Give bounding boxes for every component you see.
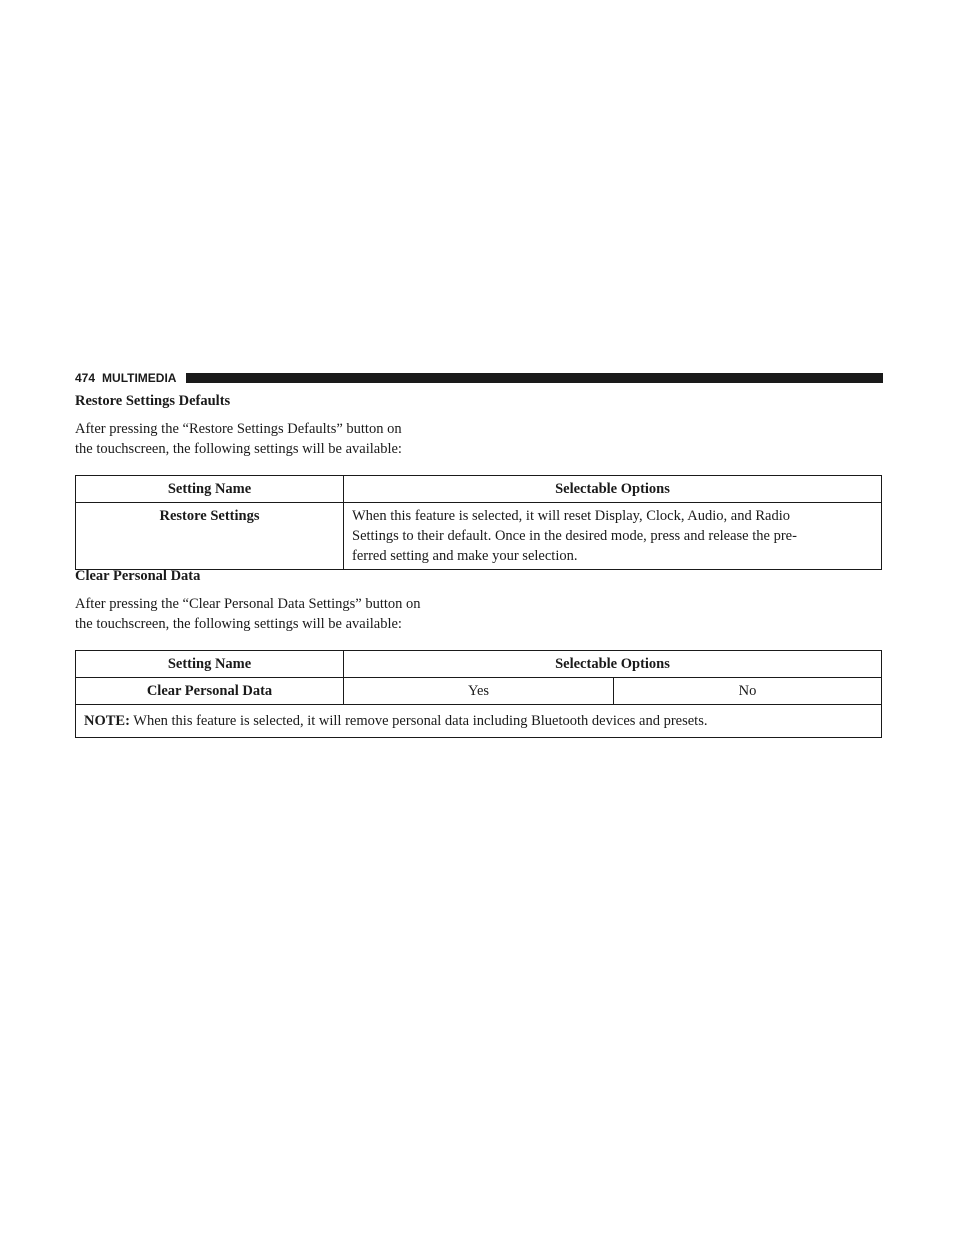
restore-intro [75, 419, 475, 459]
restore-heading: Restore Settings Defaults [75, 393, 231, 409]
table-header-row [76, 651, 882, 678]
table-header-row [76, 476, 882, 503]
clear-personal-data-table [75, 650, 882, 738]
restore-intro-line: the touchscreen, the following settings will be available: [75, 441, 402, 457]
page-header [75, 370, 883, 386]
options-line: Settings to their default. Once in the desired mode, press and release the pre- [352, 528, 797, 544]
note-text: When this feature is selected, it will remove personal data including Bluetooth devices and presets. [129, 713, 708, 729]
col-setting-name-header: Setting Name [76, 476, 344, 503]
setting-name-cell: Restore Settings [76, 503, 344, 570]
clear-intro [75, 594, 475, 634]
table-row [76, 503, 882, 570]
section-title: MULTIMEDIA [102, 371, 177, 385]
clear-intro-line: After pressing the “Clear Personal Data Settings” button on [75, 596, 421, 612]
clear-intro-line: the touchscreen, the following settings will be available: [75, 616, 402, 632]
page-number: 474 [75, 371, 96, 385]
col-selectable-options-header: Selectable Options [344, 651, 882, 678]
option-yes-cell: Yes [344, 678, 614, 705]
options-line: When this feature is selected, it will reset Display, Clock, Audio, and Radio [352, 508, 790, 524]
selectable-options-cell [344, 503, 882, 570]
table-note-row [76, 705, 882, 738]
col-setting-name-header: Setting Name [76, 651, 344, 678]
header-rule [186, 373, 883, 383]
restore-settings-table [75, 475, 882, 570]
options-line: ferred setting and make your selection. [352, 548, 578, 564]
restore-intro-line: After pressing the “Restore Settings Defaults” button on [75, 421, 402, 437]
table-row [76, 678, 882, 705]
col-selectable-options-header: Selectable Options [344, 476, 882, 503]
clear-heading: Clear Personal Data [75, 568, 201, 584]
note-label: NOTE: [84, 713, 130, 729]
setting-name-cell: Clear Personal Data [76, 678, 344, 705]
note-cell [76, 705, 882, 738]
option-no-cell: No [614, 678, 882, 705]
